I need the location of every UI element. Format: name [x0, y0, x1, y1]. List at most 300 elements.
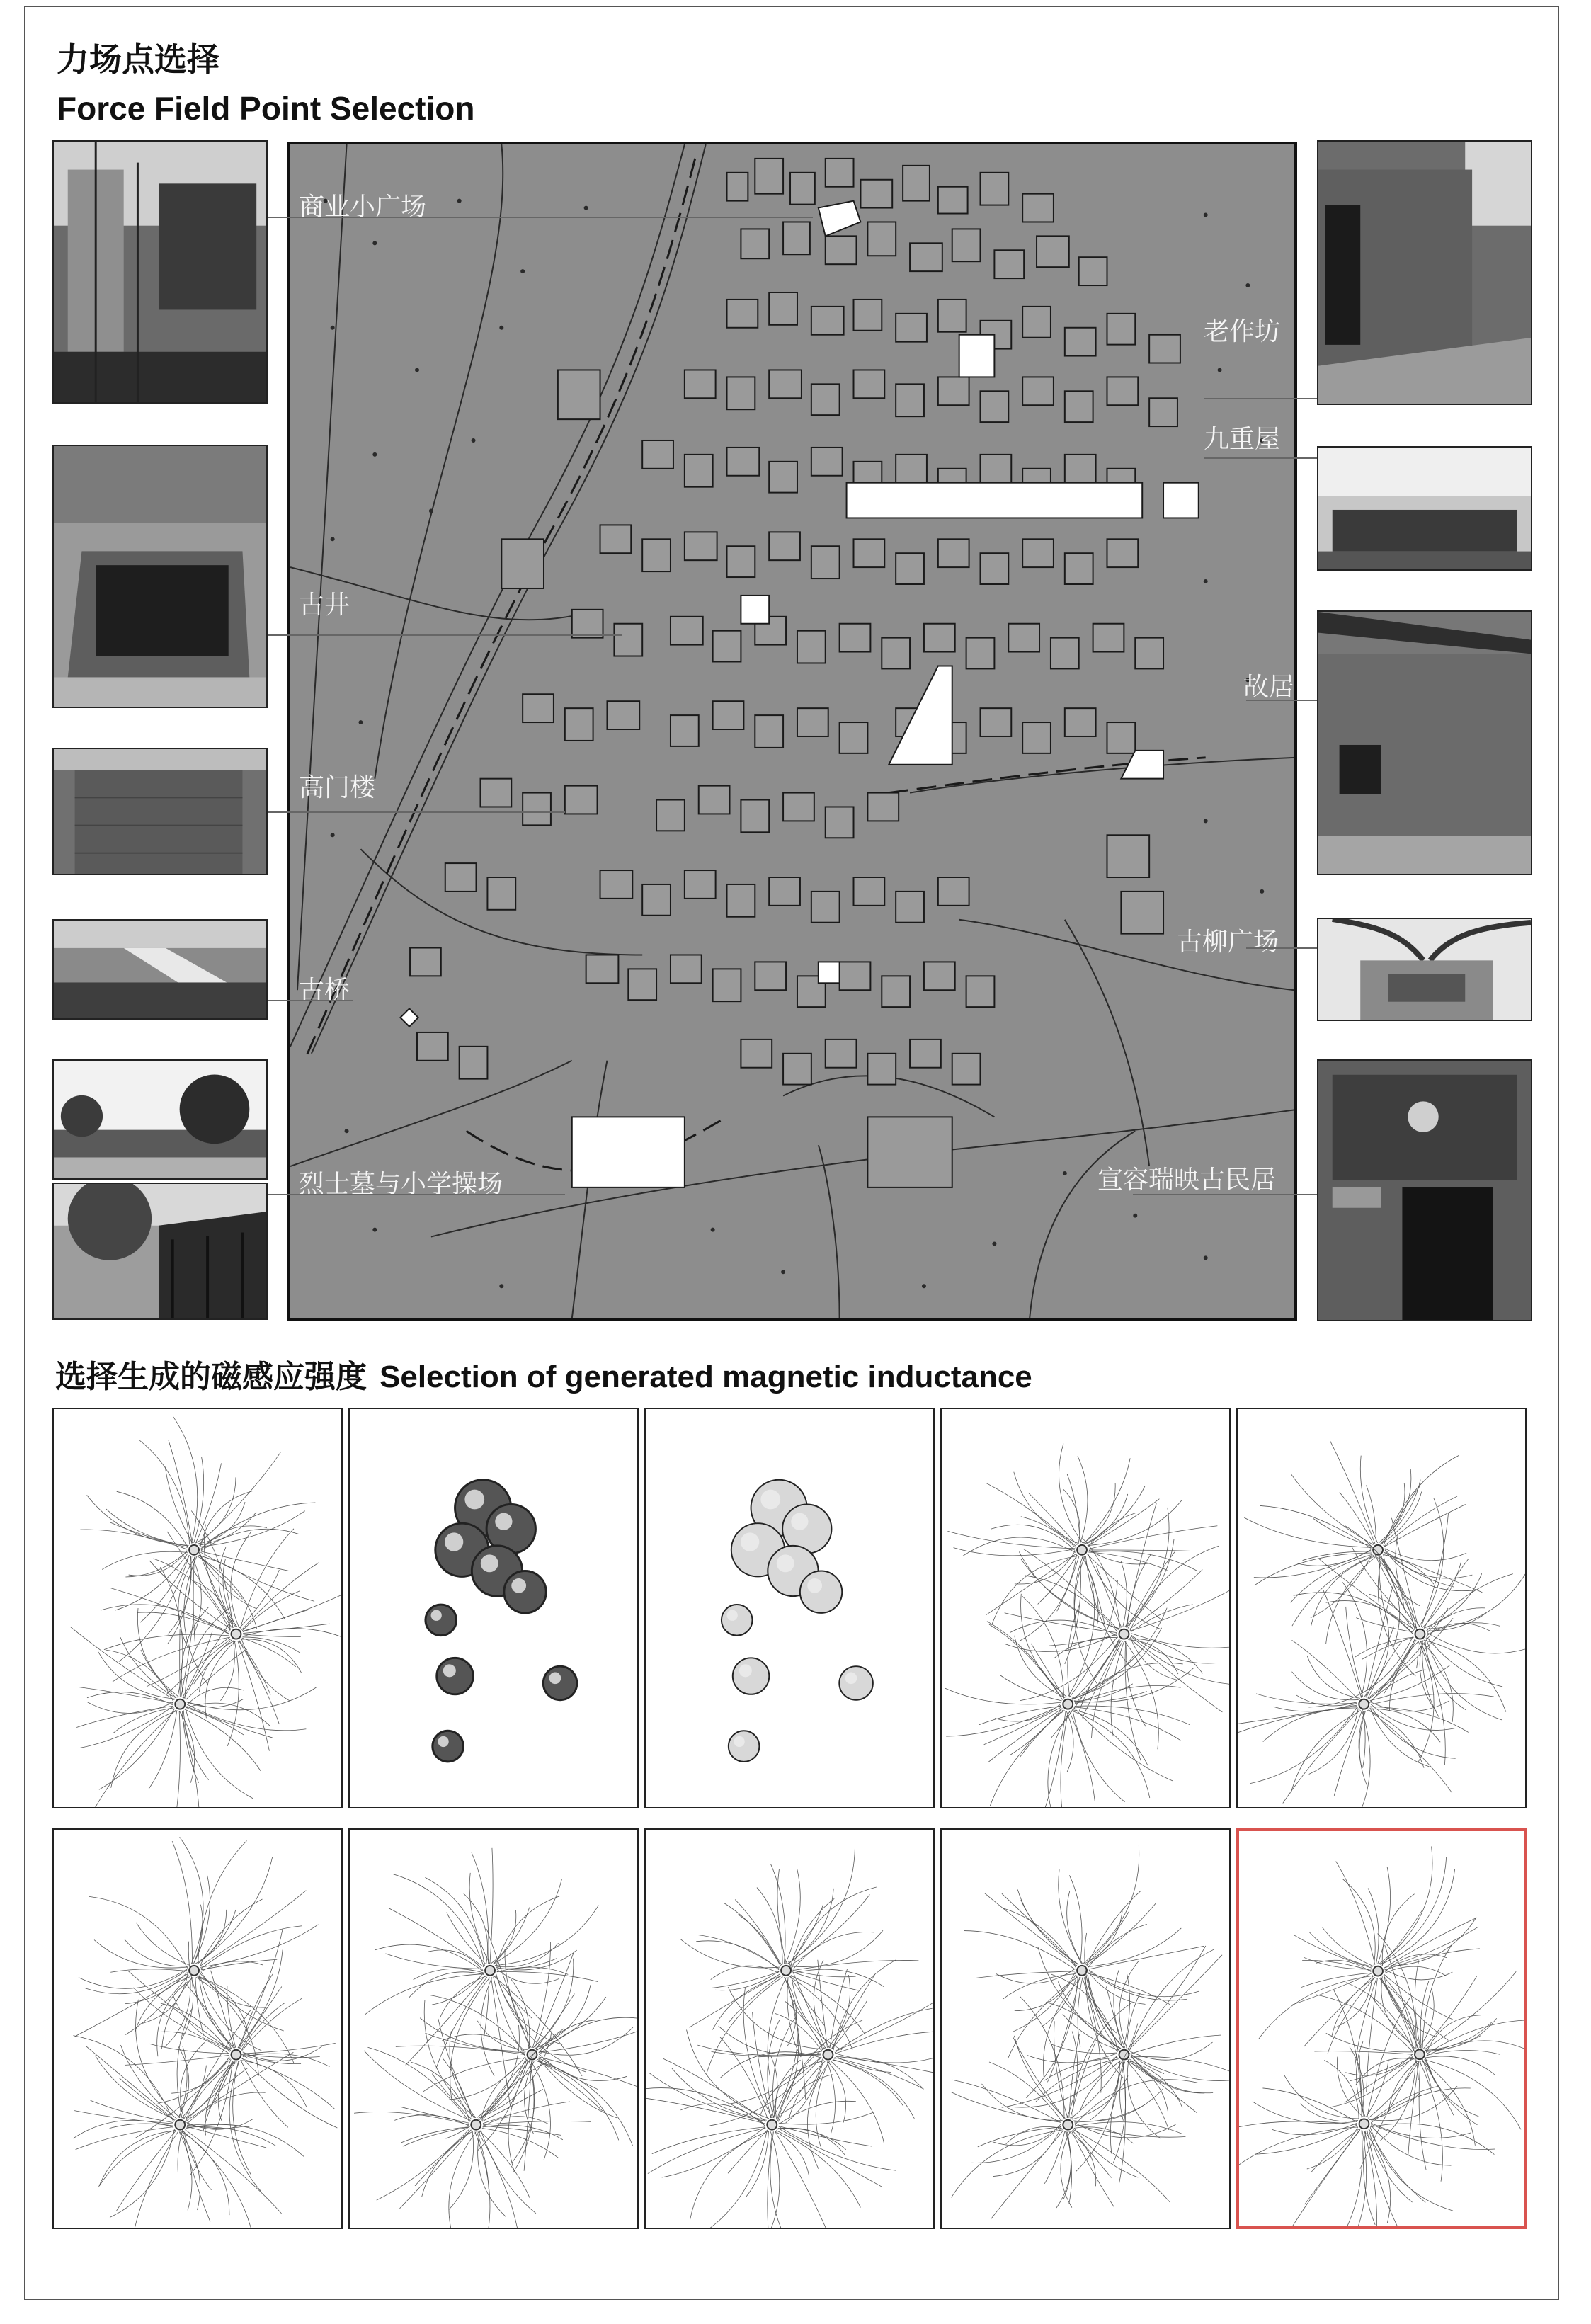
field-line [986, 1554, 1076, 1614]
field-line [239, 1641, 279, 1724]
field-line [483, 2125, 563, 2140]
field-line [1255, 2125, 1357, 2154]
field-line [375, 1944, 483, 1971]
field-line [187, 1704, 306, 1731]
field-line [1088, 1928, 1181, 1967]
field-line [161, 2003, 229, 2052]
field-line [773, 2017, 797, 2119]
field-pole [1119, 1629, 1129, 1639]
field-line [1056, 2131, 1071, 2208]
field-line [1005, 1633, 1117, 1651]
field-line [367, 2047, 469, 2121]
field-blob-highlight [734, 1736, 744, 1747]
field-line [1002, 2057, 1117, 2108]
field-blob-highlight [777, 1554, 794, 1572]
field-line [1256, 1694, 1357, 1704]
field-pole [485, 1966, 495, 1976]
field-line [73, 2120, 173, 2138]
field-line [1075, 1692, 1147, 1703]
field-line [1384, 1918, 1477, 1968]
field-line [481, 1977, 494, 2076]
field-line [472, 1852, 489, 1964]
field-line [1126, 1503, 1156, 1627]
field-line [1370, 2124, 1494, 2155]
field-line [779, 2112, 874, 2124]
field-line [1340, 2130, 1362, 2226]
field-pole [1063, 2120, 1073, 2130]
village-map [287, 142, 1297, 1321]
field-line [198, 1841, 246, 1965]
field-line [1419, 1498, 1444, 1627]
field-line [1089, 1946, 1204, 1969]
field-blob [729, 1731, 760, 1762]
field-pole [823, 2050, 833, 2060]
field-line [1379, 1978, 1418, 2080]
magnetic-panel-10[interactable] [1236, 1828, 1527, 2229]
field-line [791, 1894, 870, 1965]
field-line [1014, 1472, 1079, 1544]
field-line [1384, 1974, 1453, 2020]
field-line [786, 2060, 823, 2123]
field-line [1342, 1879, 1375, 1966]
field-line [1379, 1847, 1432, 1964]
field-line [1020, 1996, 1064, 2119]
magnetic-panel-8[interactable] [644, 1828, 935, 2229]
field-line [1371, 2088, 1471, 2123]
field-line [199, 1641, 234, 1692]
field-line [186, 2126, 275, 2146]
field-line [179, 1711, 195, 1783]
field-blob-highlight [739, 1664, 752, 1677]
leader-line [1204, 457, 1317, 459]
field-line [76, 1706, 173, 1727]
field-line [183, 1710, 209, 1779]
field-line [180, 1629, 181, 1697]
field-blob-highlight [791, 1513, 808, 1530]
field-blob [839, 1666, 873, 1700]
field-line [1127, 2060, 1161, 2138]
field-line [139, 1440, 189, 1544]
field-line [1337, 2057, 1363, 2117]
field-line [1368, 1889, 1379, 1965]
field-line [1054, 2021, 1068, 2117]
field-line [1418, 1641, 1434, 1762]
field-line [200, 1899, 263, 1966]
photo-ancient-bridge [52, 919, 268, 1020]
field-line [149, 2044, 229, 2054]
field-line [1378, 1934, 1416, 2049]
field-line [1385, 1549, 1466, 1561]
field-line [194, 1457, 204, 1543]
field-line [757, 1888, 782, 1965]
field-line [1385, 1969, 1453, 1980]
field-line [1130, 1546, 1219, 1630]
field-pole [1415, 2049, 1425, 2059]
field-line [119, 2078, 174, 2121]
field-line [1038, 1947, 1121, 2048]
field-line [1378, 1867, 1391, 1964]
field-line [1326, 1601, 1413, 1634]
field-line [241, 2060, 307, 2106]
field-line [710, 1971, 779, 1988]
field-line [94, 1940, 188, 1969]
field-line [1259, 1976, 1373, 2039]
field-line [1427, 2020, 1524, 2054]
field-line [1130, 1580, 1229, 1631]
field-line [179, 2046, 187, 2118]
field-blob-highlight [464, 1490, 484, 1510]
field-blob-highlight [760, 1490, 780, 1510]
field-line [807, 2061, 829, 2169]
field-line [497, 1967, 569, 1974]
field-line [952, 2130, 1063, 2198]
field-line [198, 1555, 285, 1619]
field-line [1131, 2056, 1204, 2093]
field-line [111, 1711, 178, 1788]
field-line [537, 1997, 606, 2049]
field-blob-highlight [727, 1610, 738, 1621]
page-title-en: Force Field Point Selection [57, 90, 475, 127]
field-line [1427, 1608, 1485, 1633]
field-line [788, 1889, 833, 1964]
field-line [1370, 2127, 1453, 2211]
field-line [197, 1857, 273, 1964]
field-blob [722, 1605, 753, 1636]
field-line [158, 2057, 230, 2103]
field-line [1042, 1976, 1077, 2027]
field-line [720, 2037, 768, 2119]
field-line [1323, 1590, 1362, 1697]
field-line [1090, 2060, 1119, 2120]
field-line [1068, 1582, 1095, 1697]
map-label-willow-square: 古柳广场 [1177, 928, 1279, 957]
map-label-former-residence: 故居 [1243, 673, 1295, 702]
field-line [1352, 1547, 1416, 1628]
field-line [835, 2008, 933, 2052]
field-line [1023, 1549, 1118, 1629]
field-line [185, 1709, 261, 1771]
field-line [991, 2130, 1063, 2219]
field-line [1075, 1685, 1180, 1704]
photo-nine-layer-house [1317, 446, 1532, 571]
field-line [1131, 2035, 1221, 2054]
section-title-en: Selection of generated magnetic inductance [380, 1360, 1032, 1394]
field-blob-highlight [431, 1610, 442, 1621]
field-line [1423, 1976, 1476, 2049]
magnetic-panel-1[interactable] [52, 1408, 343, 1808]
field-line [70, 1627, 174, 1700]
field-line [137, 1608, 179, 1697]
field-line [1301, 1973, 1372, 1987]
field-line [1304, 1957, 1371, 1969]
field-line [1027, 2054, 1117, 2063]
field-line [992, 1556, 1078, 1625]
field-line [1298, 1550, 1371, 1566]
field-blob [504, 1571, 546, 1613]
field-line [1071, 1711, 1150, 1798]
field-line [1026, 1976, 1078, 2098]
field-line [1086, 1911, 1129, 1965]
field-line [1336, 1862, 1375, 1965]
field-line [186, 1708, 244, 1736]
field-line [989, 1624, 1063, 1699]
leader-line [268, 1000, 353, 1001]
field-line [1069, 1875, 1082, 1964]
field-line [1370, 1670, 1425, 1702]
photo-commercial-square [52, 140, 268, 404]
field-line [1422, 2061, 1475, 2146]
field-line [1385, 1949, 1480, 1970]
field-pole [1063, 1699, 1073, 1709]
field-line [1318, 1558, 1414, 1629]
field-line [1313, 1518, 1372, 1547]
field-line [1124, 1508, 1169, 1627]
field-line [1129, 2059, 1197, 2113]
field-blob-highlight [511, 1578, 526, 1593]
field-line [181, 1607, 208, 1698]
field-line [1371, 1704, 1454, 1731]
field-line [1371, 1701, 1449, 1711]
field-line [971, 2126, 1061, 2163]
magnetic-panel-4[interactable] [940, 1408, 1231, 1808]
field-line [425, 2033, 525, 2053]
field-line [646, 2097, 765, 2124]
field-line [1068, 1603, 1080, 1697]
field-line [110, 1969, 187, 1972]
field-line [98, 2131, 176, 2187]
field-line [186, 1703, 270, 1726]
field-line [1073, 2129, 1170, 2202]
field-line [1089, 1970, 1199, 1997]
field-line [196, 1463, 222, 1543]
field-line [1420, 1981, 1429, 2048]
field-line [84, 1970, 187, 1994]
field-line [194, 1640, 232, 1684]
field-line [1360, 1456, 1377, 1543]
map-label-nine-layer-house: 九重屋 [1204, 425, 1281, 454]
field-line [241, 2003, 285, 2050]
field-line [828, 2062, 846, 2123]
field-line [1424, 1559, 1469, 1628]
field-line [1364, 1617, 1389, 1697]
leader-line [268, 217, 813, 218]
field-line [1021, 1559, 1119, 1629]
field-line [449, 2056, 525, 2100]
field-pole [175, 2120, 185, 2130]
field-line [793, 1960, 918, 1970]
field-blob-highlight [549, 1673, 561, 1685]
field-line [989, 2062, 1062, 2121]
field-line [1128, 1551, 1175, 1629]
field-line [1021, 1517, 1076, 1547]
field-line [1072, 1709, 1148, 1765]
field-line [1366, 1583, 1394, 1697]
field-line [1089, 1526, 1218, 1549]
field-line [183, 2131, 251, 2228]
field-line [243, 1634, 300, 1637]
field-line [1244, 1517, 1371, 1547]
field-line [1296, 1695, 1357, 1706]
field-pole [1077, 1545, 1087, 1555]
field-line [422, 2131, 473, 2197]
field-line [99, 2130, 175, 2186]
leader-line [268, 811, 565, 813]
magnetic-panel-6[interactable] [52, 1828, 343, 2229]
field-blob [800, 1571, 842, 1613]
field-line [1384, 1505, 1466, 1547]
field-line [537, 2059, 603, 2111]
field-line [99, 1709, 175, 1789]
field-blob-highlight [438, 1736, 448, 1747]
field-line [1067, 1891, 1083, 1964]
field-line [724, 1903, 780, 1966]
field-line [1051, 1974, 1118, 2051]
field-line [996, 1969, 1076, 1983]
field-line [1071, 2131, 1114, 2206]
field-line [1307, 1656, 1360, 1698]
field-line [706, 2130, 768, 2228]
field-line [1330, 1441, 1375, 1544]
field-line [493, 1908, 529, 1964]
photo-school-playground [52, 1183, 268, 1320]
field-line [136, 1923, 189, 1965]
field-line [119, 1555, 189, 1662]
magnetic-panel-7[interactable] [348, 1828, 639, 2229]
field-line [1043, 1978, 1081, 2079]
field-pole [1359, 2119, 1369, 2129]
field-line [1073, 1709, 1125, 1802]
field-line [1426, 2056, 1495, 2075]
field-line [164, 1976, 190, 2047]
field-line [1426, 1638, 1502, 1720]
field-line [1069, 2034, 1080, 2117]
field-blob-highlight [445, 1532, 463, 1551]
field-line [173, 1711, 180, 1807]
field-line [1089, 1550, 1194, 1551]
field-line [106, 1509, 188, 1546]
field-line [775, 2131, 809, 2176]
field-line [775, 2131, 831, 2228]
field-line [78, 1687, 173, 1703]
field-line [240, 1986, 282, 2049]
field-line [1369, 2129, 1425, 2202]
field-pole [767, 2120, 777, 2130]
village-map-drawing [290, 144, 1294, 1318]
field-line [201, 1529, 300, 1551]
field-line [120, 1637, 176, 1698]
field-line [76, 2127, 173, 2150]
field-line [173, 1417, 198, 1544]
field-line [947, 1531, 1075, 1548]
field-line [1419, 2061, 1426, 2170]
map-label-commercial-square: 商业小广场 [299, 193, 427, 222]
field-line [1423, 2061, 1454, 2115]
field-pole [189, 1545, 199, 1555]
field-line [377, 2129, 470, 2200]
magnetic-panel-9[interactable] [940, 1828, 1231, 2229]
field-line [220, 1641, 234, 1701]
field-line [125, 2055, 229, 2065]
field-line [788, 1961, 825, 2048]
field-line [1088, 1500, 1182, 1545]
field-line [187, 1687, 244, 1704]
field-line [242, 1638, 296, 1667]
field-line [982, 2084, 1063, 2121]
field-line [1028, 1493, 1077, 1545]
leader-line [1246, 947, 1317, 949]
field-line [242, 2058, 335, 2109]
leader-line [268, 1194, 565, 1195]
field-line [201, 1551, 289, 1571]
field-line [1130, 1637, 1177, 1680]
field-line [987, 1622, 1062, 1700]
field-line [1371, 2124, 1495, 2150]
field-line [478, 2131, 506, 2217]
field-line [1072, 2130, 1111, 2177]
map-label-high-gate: 高门楼 [299, 773, 376, 802]
field-line [475, 2131, 490, 2228]
field-line [789, 2061, 825, 2119]
field-line [242, 2058, 337, 2128]
field-line [833, 2060, 915, 2119]
field-line [396, 2046, 525, 2054]
field-line [87, 1692, 173, 1705]
field-line [1019, 1551, 1119, 1629]
field-blob-highlight [845, 1673, 857, 1685]
field-line [1073, 1656, 1134, 1699]
field-line [719, 2026, 822, 2055]
field-line [1424, 1640, 1506, 1712]
field-line [738, 1915, 780, 1966]
field-line [231, 1532, 251, 1628]
magnetic-panel-3[interactable] [644, 1408, 935, 1808]
field-line [1121, 1561, 1127, 1627]
field-line [183, 2131, 210, 2221]
field-line [1066, 1711, 1073, 1772]
field-line [1420, 1641, 1445, 1765]
field-line [1385, 1549, 1472, 1578]
field-line [432, 2074, 472, 2119]
field-line [1051, 1640, 1120, 1738]
magnetic-panel-2[interactable] [348, 1408, 639, 1808]
field-line [1380, 1869, 1454, 1964]
field-line [184, 1619, 233, 1699]
field-line [1425, 1639, 1466, 1710]
magnetic-panel-5[interactable] [1236, 1408, 1527, 1808]
field-line [1059, 1869, 1082, 1964]
field-line [663, 2058, 766, 2121]
field-line [1129, 1639, 1222, 1712]
field-line [1324, 2060, 1359, 2119]
field-line [1021, 1594, 1067, 1697]
field-line [183, 2131, 211, 2190]
field-line [964, 1931, 1076, 1970]
field-pole [232, 1629, 241, 1639]
field-line [450, 1978, 490, 2104]
field-line [186, 1709, 253, 1799]
field-line [1346, 1607, 1363, 1697]
field-line [993, 2127, 1061, 2177]
field-line [181, 2042, 205, 2119]
field-blob [426, 1605, 457, 1636]
field-line [241, 1639, 290, 1701]
field-line [1367, 1627, 1394, 1698]
field-line [1075, 2122, 1182, 2134]
leader-line [1133, 1194, 1317, 1195]
photo-willow-square [1317, 918, 1532, 1021]
field-line [199, 1513, 256, 1546]
field-line [1291, 1711, 1361, 1794]
